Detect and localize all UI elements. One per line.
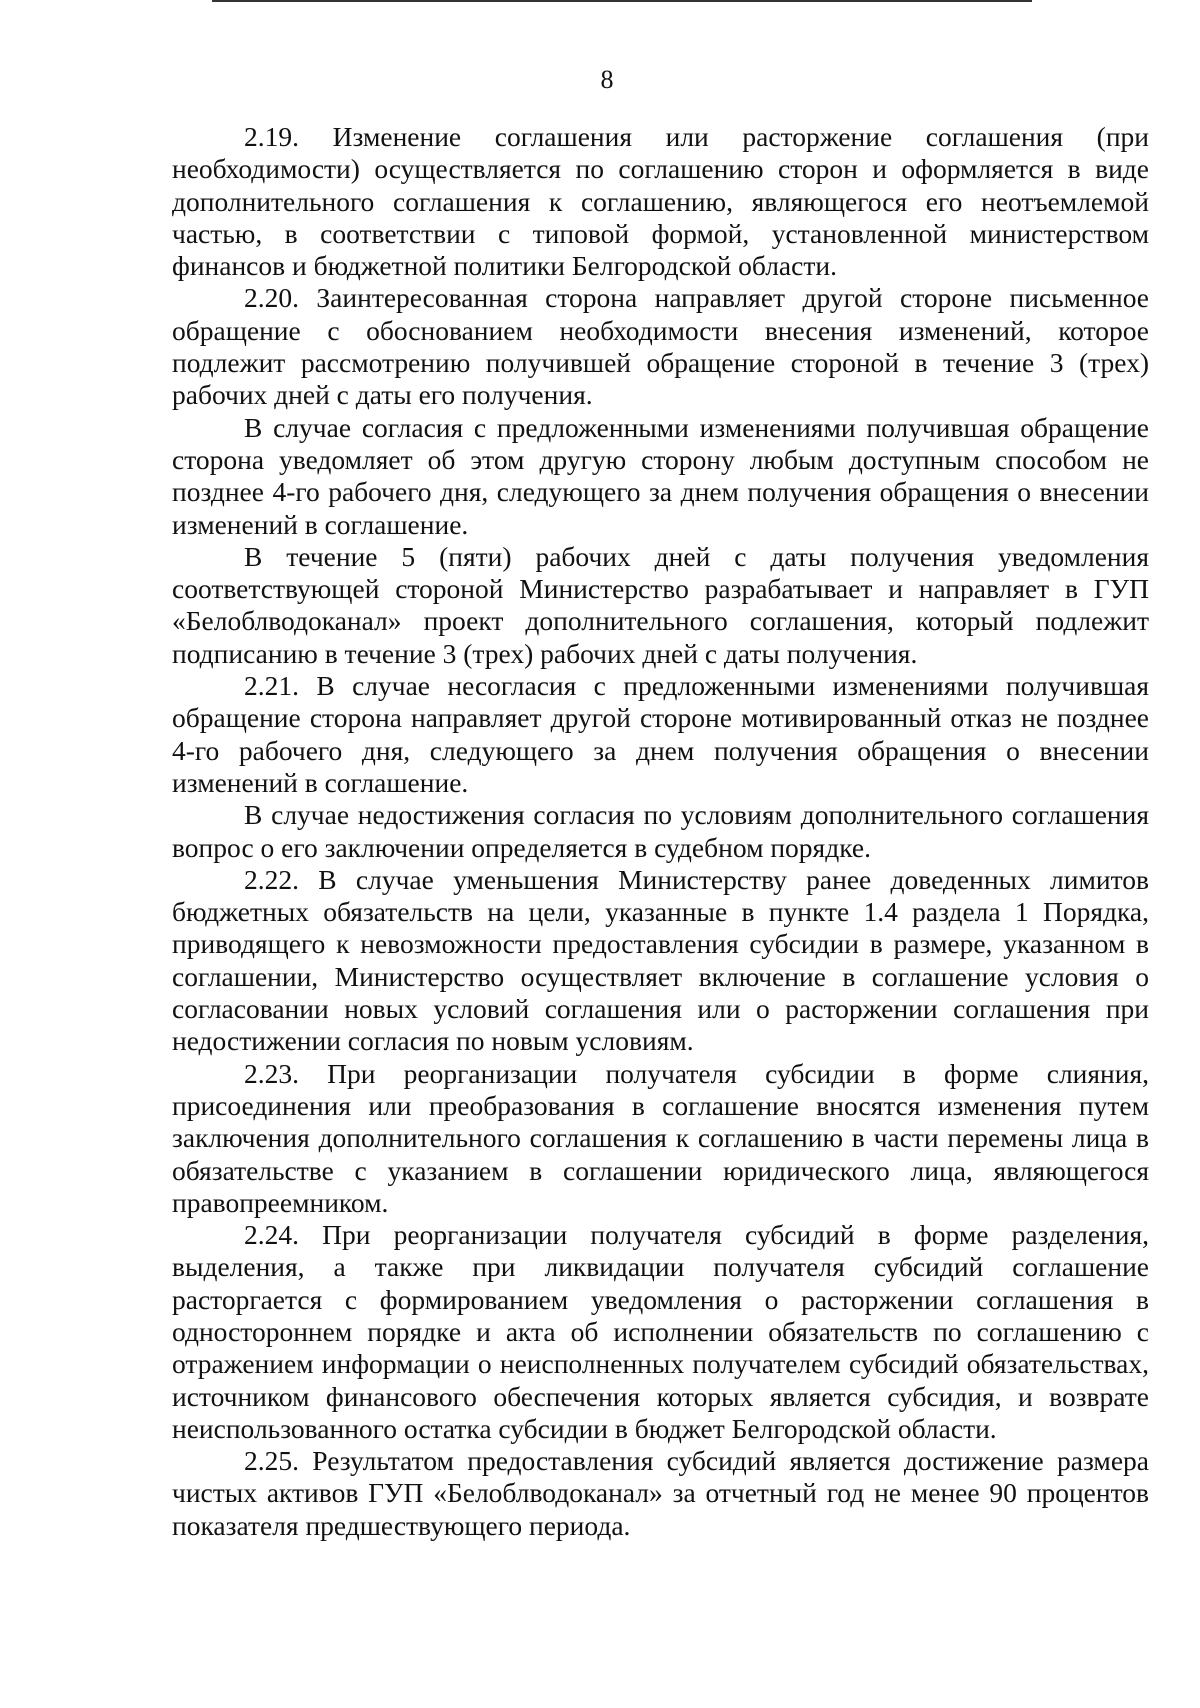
page-number: 8 <box>600 65 614 94</box>
paragraph-2-21: 2.21. В случае несогласия с предложенными изменениями получившая обращение сторона направляет другой стороне мотивированный отказ не позднее 4-го рабочего дня, следующего за днем получения обращения о внесении изменений в соглашение. <box>172 670 1149 798</box>
top-rule <box>212 0 1032 2</box>
paragraph-2-20-drafting: В течение 5 (пяти) рабочих дней с даты получения уведомления соответствующей стороной Министерство разрабатывает и направляет в ГУП «Белоблводоканал» проект дополнительного соглашения, который подлежит подписанию в течение 3 (трех) рабочих дней с даты получения. <box>172 540 1149 669</box>
document-body <box>172 121 1149 1542</box>
paragraph-2-22: 2.22. В случае уменьшения Министерству ранее доведенных лимитов бюджетных обязательств на цели, указанные в пункте 1.4 раздела 1 Порядка, приводящего к невозможности предоставления субсидии в размере, указанном в соглашении, Министерство осуществляет включение в соглашение условия о согласовании новых условий соглашения или о расторжении соглашения при недостижении согласия по новым условиям. <box>172 863 1149 1057</box>
paragraph-2-20: 2.20. Заинтересованная сторона направляет другой стороне письменное обращение с обоснованием необходимости внесения изменений, которое подлежит рассмотрению получившей обращение стороной в течение 3 (трех) рабочих дней с даты его получения. <box>172 282 1149 411</box>
paragraph-2-23: 2.23. При реорганизации получателя субсидии в форме слияния, присоединения или преобразования в соглашение вносятся изменения путем заключения дополнительного соглашения к соглашению в части перемены лица в обязательстве с указанием в соглашении юридического лица, являющегося правопреемником. <box>172 1057 1149 1218</box>
paragraph-2-20-consent: В случае согласия с предложенными изменениями получившая обращение сторона уведомляет об этом другую сторону любым доступным способом не позднее 4-го рабочего дня, следующего за днем получения обращения о внесении изменений в соглашение. <box>172 411 1149 540</box>
paragraph-2-19: 2.19. Изменение соглашения или расторжение соглашения (при необходимости) осуществляется по соглашению сторон и оформляется в виде дополнительного соглашения к соглашению, являющегося его неотъемлемой частью, в соответствии с типовой формой, установленной министерством финансов и бюджетной политики Белгородской области. <box>172 121 1149 282</box>
paragraph-2-25: 2.25. Результатом предоставления субсидий является достижение размера чистых активов ГУП «Белоблводоканал» за отчетный год не менее 90 процентов показателя предшествующего периода. <box>172 1445 1149 1541</box>
paragraph-2-21-court: В случае недостижения согласия по условиям дополнительного соглашения вопрос о его заключении определяется в судебном порядке. <box>172 799 1149 863</box>
paragraph-2-24: 2.24. При реорганизации получателя субсидий в форме разделения, выделения, а также при ликвидации получателя субсидий соглашение расторгается с формированием уведомления о расторжении соглашения в одностороннем порядке и акта об исполнении обязательств по соглашению с отражением информации о неисполненных получателем субсидий обязательствах, источником финансового обеспечения которых является субсидия, и возврате неиспользованного остатка субсидии в бюджет Белгородской области. <box>172 1219 1149 1444</box>
